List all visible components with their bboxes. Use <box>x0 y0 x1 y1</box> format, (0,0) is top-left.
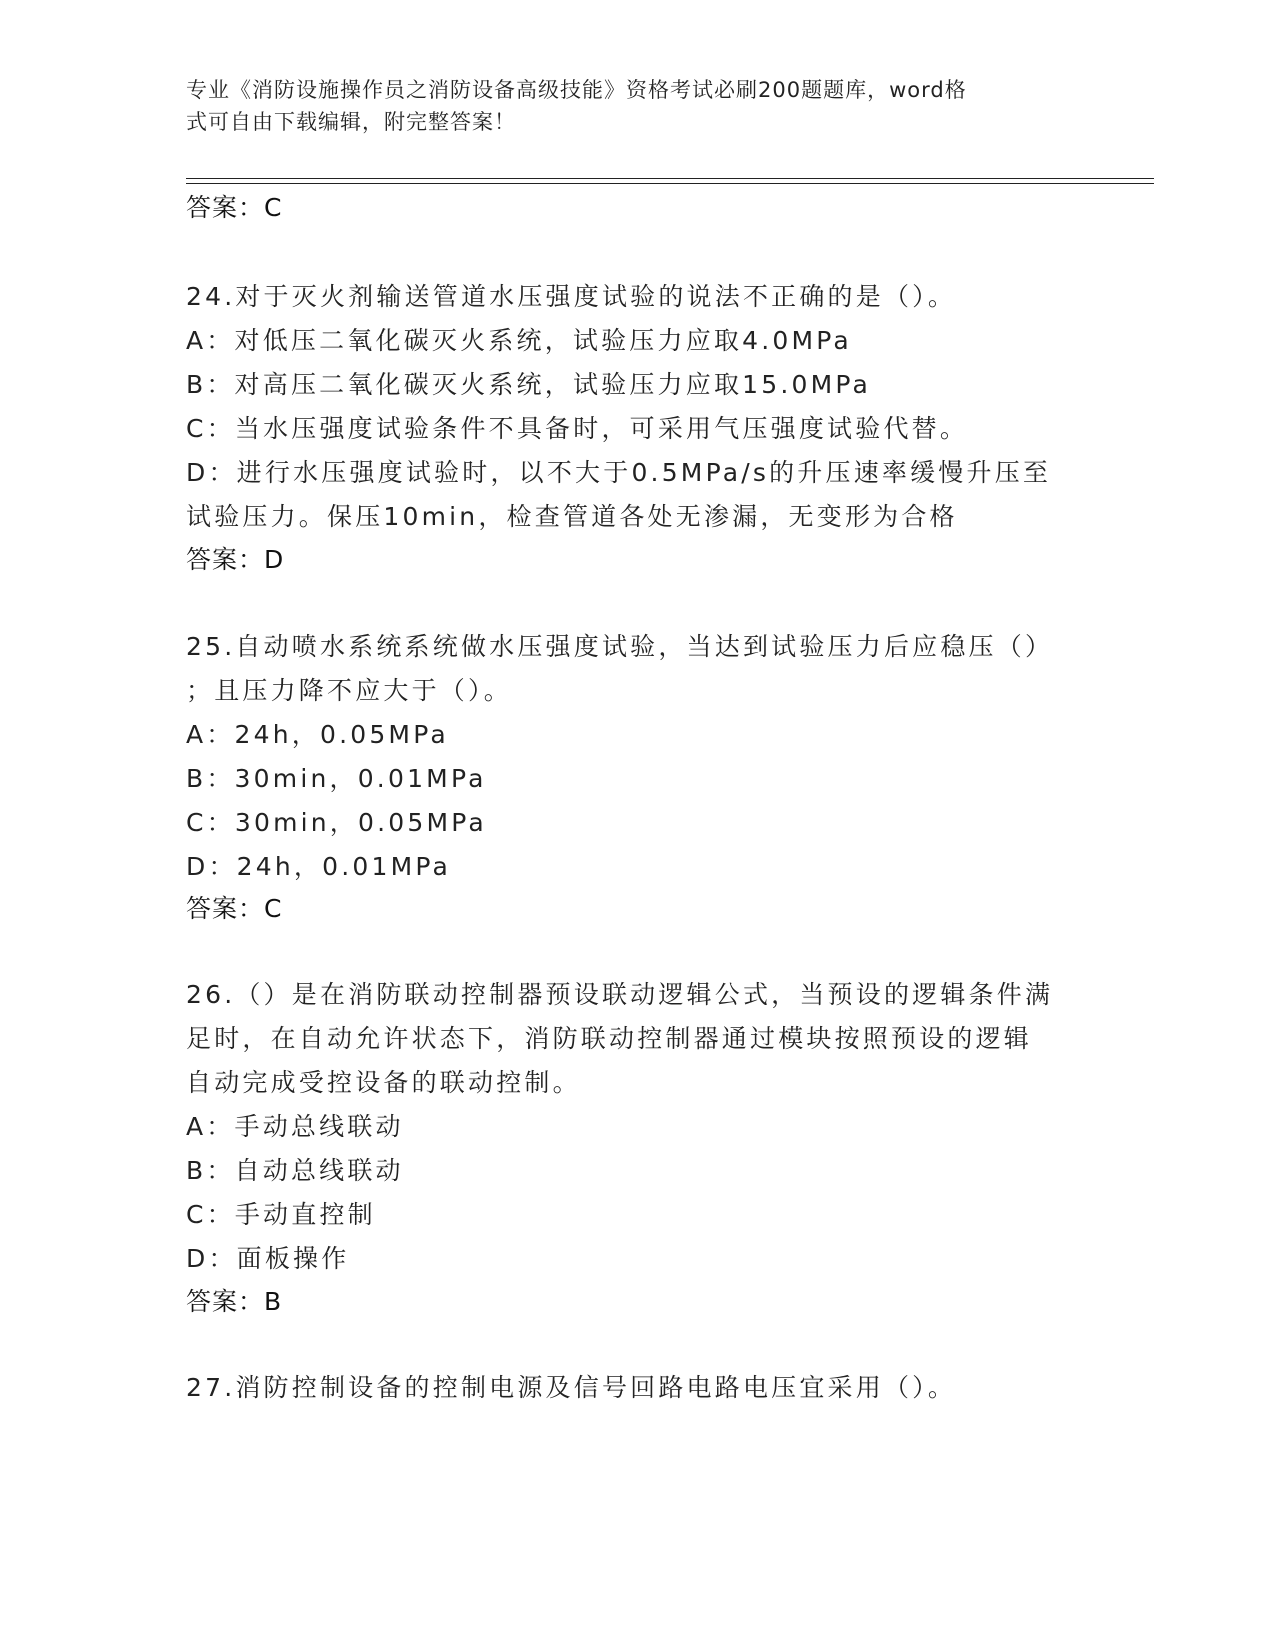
q24-option-d: D：进行水压强度试验时，以不大于0.5MPa/s的升压速率缓慢升压至 <box>186 458 1052 487</box>
q26-option-c: C：手动直控制 <box>186 1200 376 1229</box>
q24-option-d-continued: 试验压力。保压10min，检查管道各处无渗漏，无变形为合格 <box>186 502 958 531</box>
q24-option-a: A：对低压二氧化碳灭火系统，试验压力应取4.0MPa <box>186 326 852 355</box>
q26-answer: 答案：B <box>186 1287 283 1316</box>
question-25-continued: ；且压力降不应大于（）。 <box>186 676 512 705</box>
q24-option-c: C：当水压强度试验条件不具备时，可采用气压强度试验代替。 <box>186 414 969 443</box>
header-line-1: 专业《消防设施操作员之消防设备高级技能》资格考试必刷200题题库，word格 <box>186 78 967 102</box>
question-26-continued-2: 自动完成受控设备的联动控制。 <box>186 1068 581 1097</box>
q24-answer: 答案：D <box>186 545 285 574</box>
document-header <box>186 74 1066 138</box>
q24-option-b: B：对高压二氧化碳灭火系统，试验压力应取15.0MPa <box>186 370 872 399</box>
header-divider-top <box>186 178 1154 179</box>
question-26: 26.（）是在消防联动控制器预设联动逻辑公式，当预设的逻辑条件满 <box>186 980 1054 1009</box>
q26-option-b: B：自动总线联动 <box>186 1156 404 1185</box>
header-divider-bottom <box>186 183 1154 184</box>
q25-option-d: D：24h，0.01MPa <box>186 852 452 881</box>
q25-option-b: B：30min，0.01MPa <box>186 764 487 793</box>
question-27: 27.消防控制设备的控制电源及信号回路电路电压宜采用（）。 <box>186 1373 957 1402</box>
q25-option-c: C：30min，0.05MPa <box>186 808 487 837</box>
q25-answer: 答案：C <box>186 894 283 923</box>
q25-option-a: A：24h，0.05MPa <box>186 720 449 749</box>
q26-option-a: A：手动总线联动 <box>186 1112 404 1141</box>
question-25: 25.自动喷水系统系统做水压强度试验，当达到试验压力后应稳压（） <box>186 632 1054 661</box>
previous-answer: 答案：C <box>186 193 283 222</box>
question-24: 24.对于灭火剂输送管道水压强度试验的说法不正确的是（）。 <box>186 282 957 311</box>
q26-option-d: D：面板操作 <box>186 1244 350 1273</box>
question-26-continued-1: 足时，在自动允许状态下，消防联动控制器通过模块按照预设的逻辑 <box>186 1024 1033 1053</box>
header-line-2: 式可自由下载编辑，附完整答案！ <box>186 110 516 134</box>
